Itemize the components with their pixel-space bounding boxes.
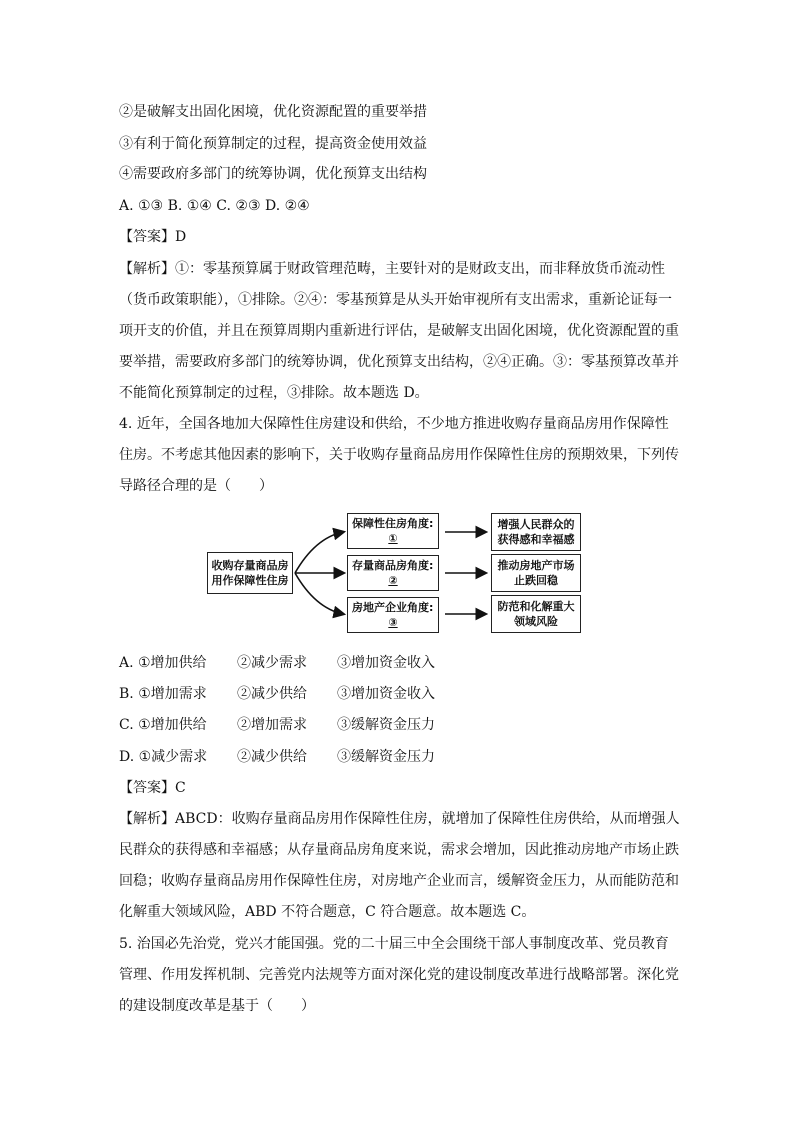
blank-number: ③ bbox=[388, 616, 398, 629]
analysis-q3-line: 项开支的价值，并且在预算周期内重新进行评估，是破解支出固化困境，优化资源配置的重 bbox=[119, 323, 679, 339]
diagram-result-box-3 bbox=[491, 595, 581, 633]
option-part: B. ①增加需求 bbox=[119, 686, 207, 702]
analysis-q4-line: 回稳；收购存量商品房用作保障性住房，对房地产企业而言，缓解资金压力，从而能防范和 bbox=[119, 873, 679, 889]
option-part: ②减少需求 bbox=[237, 655, 307, 671]
option-part: ③增加资金收入 bbox=[337, 686, 435, 702]
middle-label: 保障性住房角度: bbox=[352, 517, 434, 530]
answer-q4: 【答案】C bbox=[119, 780, 186, 796]
blank-number: ② bbox=[388, 574, 398, 587]
option-part: ③缓解资金压力 bbox=[337, 749, 435, 765]
diagram-middle-box-3 bbox=[347, 597, 439, 633]
analysis-q4-line: 【解析】ABCD：收购存量商品房用作保障性住房，就增加了保障性住房供给，从而增强人 bbox=[119, 811, 680, 827]
blank-number: ① bbox=[388, 532, 398, 545]
option-part: ②减少供给 bbox=[237, 686, 307, 702]
option-part: A. ①增加供给 bbox=[119, 655, 207, 671]
option-part: ③增加资金收入 bbox=[337, 655, 435, 671]
option-d bbox=[119, 747, 435, 767]
question-5-line: 5. 治国必先治党，党兴才能国强。党的二十届三中全会围绕干部人事制度改革、党员教育 bbox=[119, 936, 669, 952]
analysis-q3-line: 【解析】①：零基预算属于财政管理范畴，主要针对的是财政支出，而非释放货币流动性 bbox=[119, 261, 665, 277]
result-text-line: 获得感和幸福感 bbox=[497, 533, 575, 546]
question-5-line: 的建设制度改革是基于（ ） bbox=[119, 998, 315, 1014]
result-text-line: 止跌回稳 bbox=[514, 574, 558, 587]
middle-label: 存量商品房角度: bbox=[352, 559, 434, 572]
source-text-line: 收购存量商品房 bbox=[211, 559, 289, 572]
diagram-source-box bbox=[207, 552, 293, 594]
analysis-q3-line: 要举措，需要政府多部门的统筹协调，优化预算支出结构，②④正确。③：零基预算改革并 bbox=[119, 354, 679, 370]
option-part: ②减少供给 bbox=[237, 749, 307, 765]
diagram-result-box-2 bbox=[491, 554, 581, 592]
result-text-line: 推动房地产市场 bbox=[497, 559, 575, 572]
diagram-middle-box-2 bbox=[347, 555, 439, 591]
result-text-line: 增强人民群众的 bbox=[497, 518, 575, 531]
result-text-line: 防范和化解重大 bbox=[497, 600, 575, 613]
question-4-line: 导路径合理的是（ ） bbox=[119, 478, 273, 494]
option-c bbox=[119, 715, 435, 735]
option-3-text: ③有利于简化预算制定的过程，提高资金使用效益 bbox=[119, 136, 427, 152]
option-b bbox=[119, 684, 435, 704]
diagram-middle-box-1 bbox=[347, 513, 439, 549]
option-a bbox=[119, 653, 435, 673]
option-part: D. ①减少需求 bbox=[119, 749, 208, 765]
question-5-line: 管理、作用发挥机制、完善党内法规等方面对深化党的建设制度改革进行战略部署。深化党 bbox=[119, 967, 679, 983]
choices-q3: A. ①③ B. ①④ C. ②③ D. ②④ bbox=[119, 198, 310, 214]
question-4-line: 住房。不考虑其他因素的影响下，关于收购存量商品房用作保障性住房的预期效果，下列传 bbox=[119, 447, 679, 463]
option-4-text: ④需要政府多部门的统筹协调，优化预算支出结构 bbox=[119, 166, 427, 182]
analysis-q4-line: 化解重大领域风险，ABD 不符合题意，C 符合题意。故本题选 C。 bbox=[119, 904, 536, 920]
answer-q3: 【答案】D bbox=[119, 229, 187, 245]
analysis-q3-line: 不能简化预算制定的过程，③排除。故本题选 D。 bbox=[119, 385, 429, 401]
transmission-path-diagram bbox=[205, 508, 595, 638]
analysis-q3-line: （货币政策职能），①排除。②④：零基预算是从头开始审视所有支出需求，重新论证每一 bbox=[119, 292, 672, 308]
diagram-result-box-1 bbox=[491, 513, 581, 551]
question-4-line: 4. 近年，全国各地加大保障性住房建设和供给，不少地方推进收购存量商品房用作保障性 bbox=[119, 416, 669, 432]
option-2-text: ②是破解支出固化困境，优化资源配置的重要举措 bbox=[119, 104, 427, 120]
result-text-line: 领域风险 bbox=[514, 615, 558, 628]
option-part: ③缓解资金压力 bbox=[337, 717, 435, 733]
source-text-line: 用作保障性住房 bbox=[211, 574, 289, 587]
option-part: C. ①增加供给 bbox=[119, 717, 207, 733]
analysis-q4-line: 民群众的获得感和幸福感；从存量商品房角度来说，需求会增加，因此推动房地产市场止跌 bbox=[119, 842, 679, 858]
option-part: ②增加需求 bbox=[237, 717, 307, 733]
middle-label: 房地产企业角度: bbox=[352, 601, 434, 614]
